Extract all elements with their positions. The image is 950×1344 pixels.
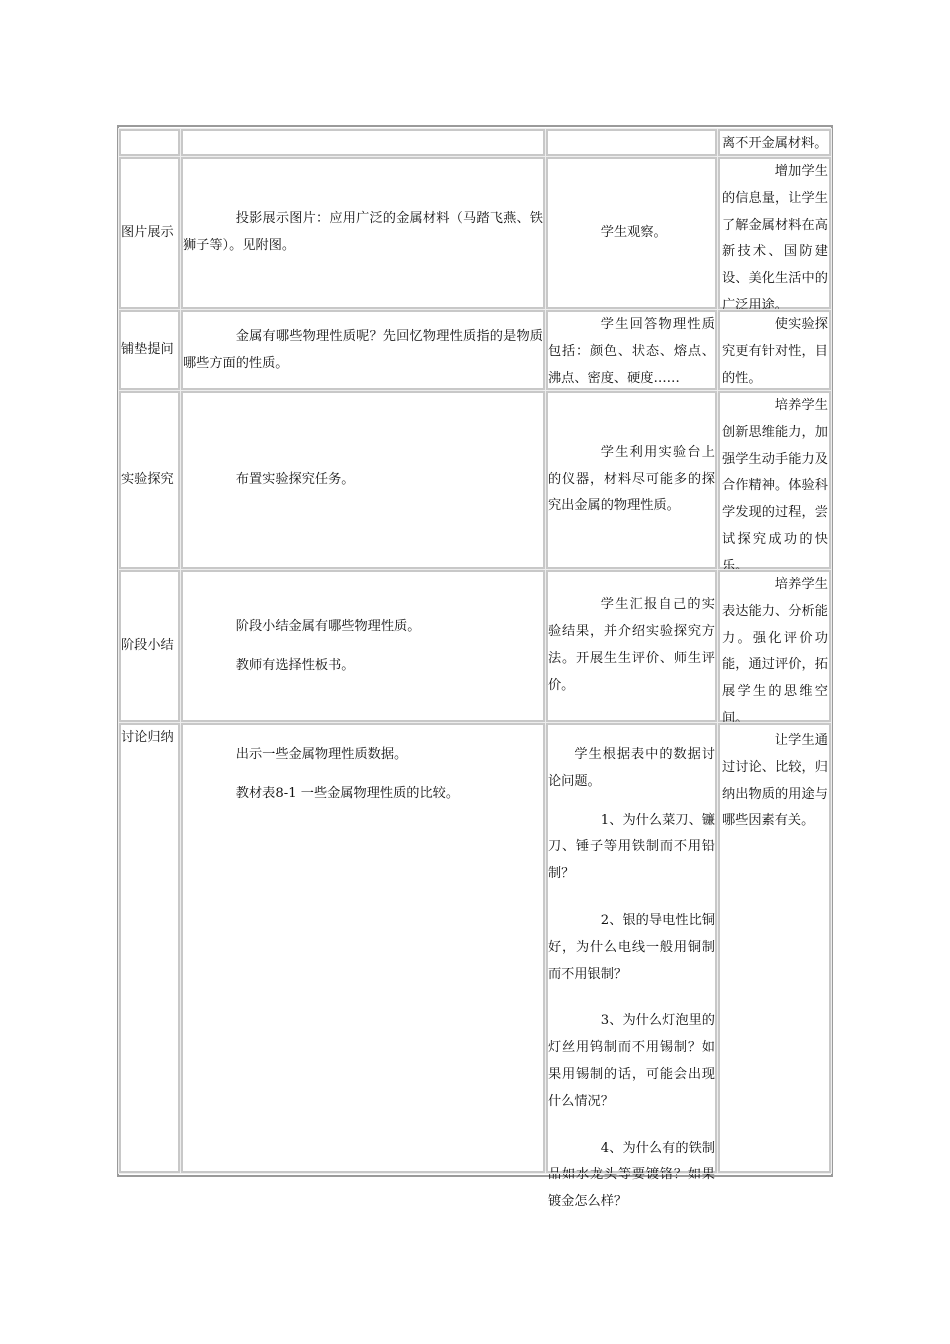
student-question: 3、为什么灯泡里的灯丝用钨制而不用锡制？如果用锡制的话，可能会出现什么情况？ bbox=[548, 1013, 715, 1109]
intent-cell-4 bbox=[718, 570, 831, 726]
stage-label: 图片展示 bbox=[121, 224, 174, 240]
intent-text: 离不开金属材料。 bbox=[722, 136, 828, 151]
teacher-cell-0 bbox=[181, 129, 545, 156]
intent-text: 培养学生表达能力、分析能力。强化评价功能，通过评价，拓展学生的思维空间。 bbox=[722, 577, 828, 726]
student-question: 1、为什么菜刀、镰刀、锤子等用铁制而不用铅制？ bbox=[548, 812, 715, 882]
stage-cell-4 bbox=[119, 570, 180, 722]
student-text: 学生利用实验台上的仪器，材料尽可能多的探究出金属的物理性质。 bbox=[548, 444, 715, 514]
teacher-text: 教材表8-1 一些金属物理性质的比较。 bbox=[235, 785, 460, 801]
student-cell-3 bbox=[546, 391, 717, 569]
intent-cell-1 bbox=[718, 157, 831, 313]
student-question: 2、银的导电性比铜好，为什么电线一般用铜制而不用银制？ bbox=[548, 912, 715, 982]
stage-label: 铺垫提问 bbox=[121, 341, 174, 357]
student-text: 学生回答物理性质包括：颜色、状态、熔点、沸点、密度、硬度…… bbox=[548, 317, 715, 386]
teacher-text: 金属有哪些物理性质呢？先回忆物理性质指的是物质哪些方面的性质。 bbox=[183, 329, 543, 371]
intent-cell-3 bbox=[718, 391, 831, 574]
student-text: 学生观察。 bbox=[600, 224, 667, 240]
intent-cell-5 bbox=[718, 723, 831, 1173]
stage-label: 讨论归纳 bbox=[121, 730, 174, 745]
teacher-cell-3 bbox=[181, 391, 545, 569]
stage-cell-2 bbox=[119, 310, 180, 390]
stage-label: 实验探究 bbox=[121, 471, 174, 487]
intent-text: 培养学生创新思维能力，加强学生动手能力及合作精神。体验科学发现的过程，尝试探究成功的快乐。 bbox=[722, 398, 828, 574]
stage-cell-3 bbox=[119, 391, 180, 569]
intent-text: 使实验探究更有针对性，目的性。 bbox=[722, 317, 828, 386]
student-cell-5 bbox=[546, 723, 717, 1210]
teacher-cell-2 bbox=[181, 310, 545, 390]
student-cell-2 bbox=[546, 310, 717, 390]
teacher-cell-5 bbox=[181, 723, 545, 1173]
teacher-text: 投影展示图片：应用广泛的金属材料（马踏飞燕、铁狮子等）。见附图。 bbox=[183, 211, 543, 253]
student-cell-1 bbox=[546, 157, 717, 309]
stage-cell-0 bbox=[119, 129, 180, 156]
student-text: 学生汇报自己的实验结果，并介绍实验探究方法。开展生生评价、师生评价。 bbox=[548, 597, 715, 693]
teacher-text: 布置实验探究任务。 bbox=[235, 471, 355, 487]
teacher-text: 教师有选择性板书。 bbox=[235, 657, 355, 673]
teacher-text: 出示一些金属物理性质数据。 bbox=[235, 747, 408, 762]
stage-cell-5 bbox=[119, 723, 180, 1173]
intent-text: 让学生通过讨论、比较，归纳出物质的用途与哪些因素有关。 bbox=[722, 733, 828, 829]
stage-label: 阶段小结 bbox=[121, 637, 174, 653]
stage-cell-1 bbox=[119, 157, 180, 309]
student-question: 4、为什么有的铁制品如水龙头等要镀铬？如果镀金怎么样？ bbox=[548, 1140, 715, 1210]
student-text: 学生根据表中的数据讨论问题。 bbox=[548, 747, 715, 789]
intent-cell-0 bbox=[718, 129, 831, 156]
student-cell-4 bbox=[546, 570, 717, 722]
student-cell-0 bbox=[546, 129, 717, 156]
intent-text: 增加学生的信息量，让学生了解金属材料在高新技术、国防建设、美化生活中的广泛用途。 bbox=[722, 164, 828, 313]
teacher-cell-1 bbox=[181, 157, 545, 309]
teacher-cell-4 bbox=[181, 570, 545, 722]
teacher-text: 阶段小结金属有哪些物理性质。 bbox=[235, 619, 421, 634]
intent-cell-2 bbox=[718, 310, 831, 390]
